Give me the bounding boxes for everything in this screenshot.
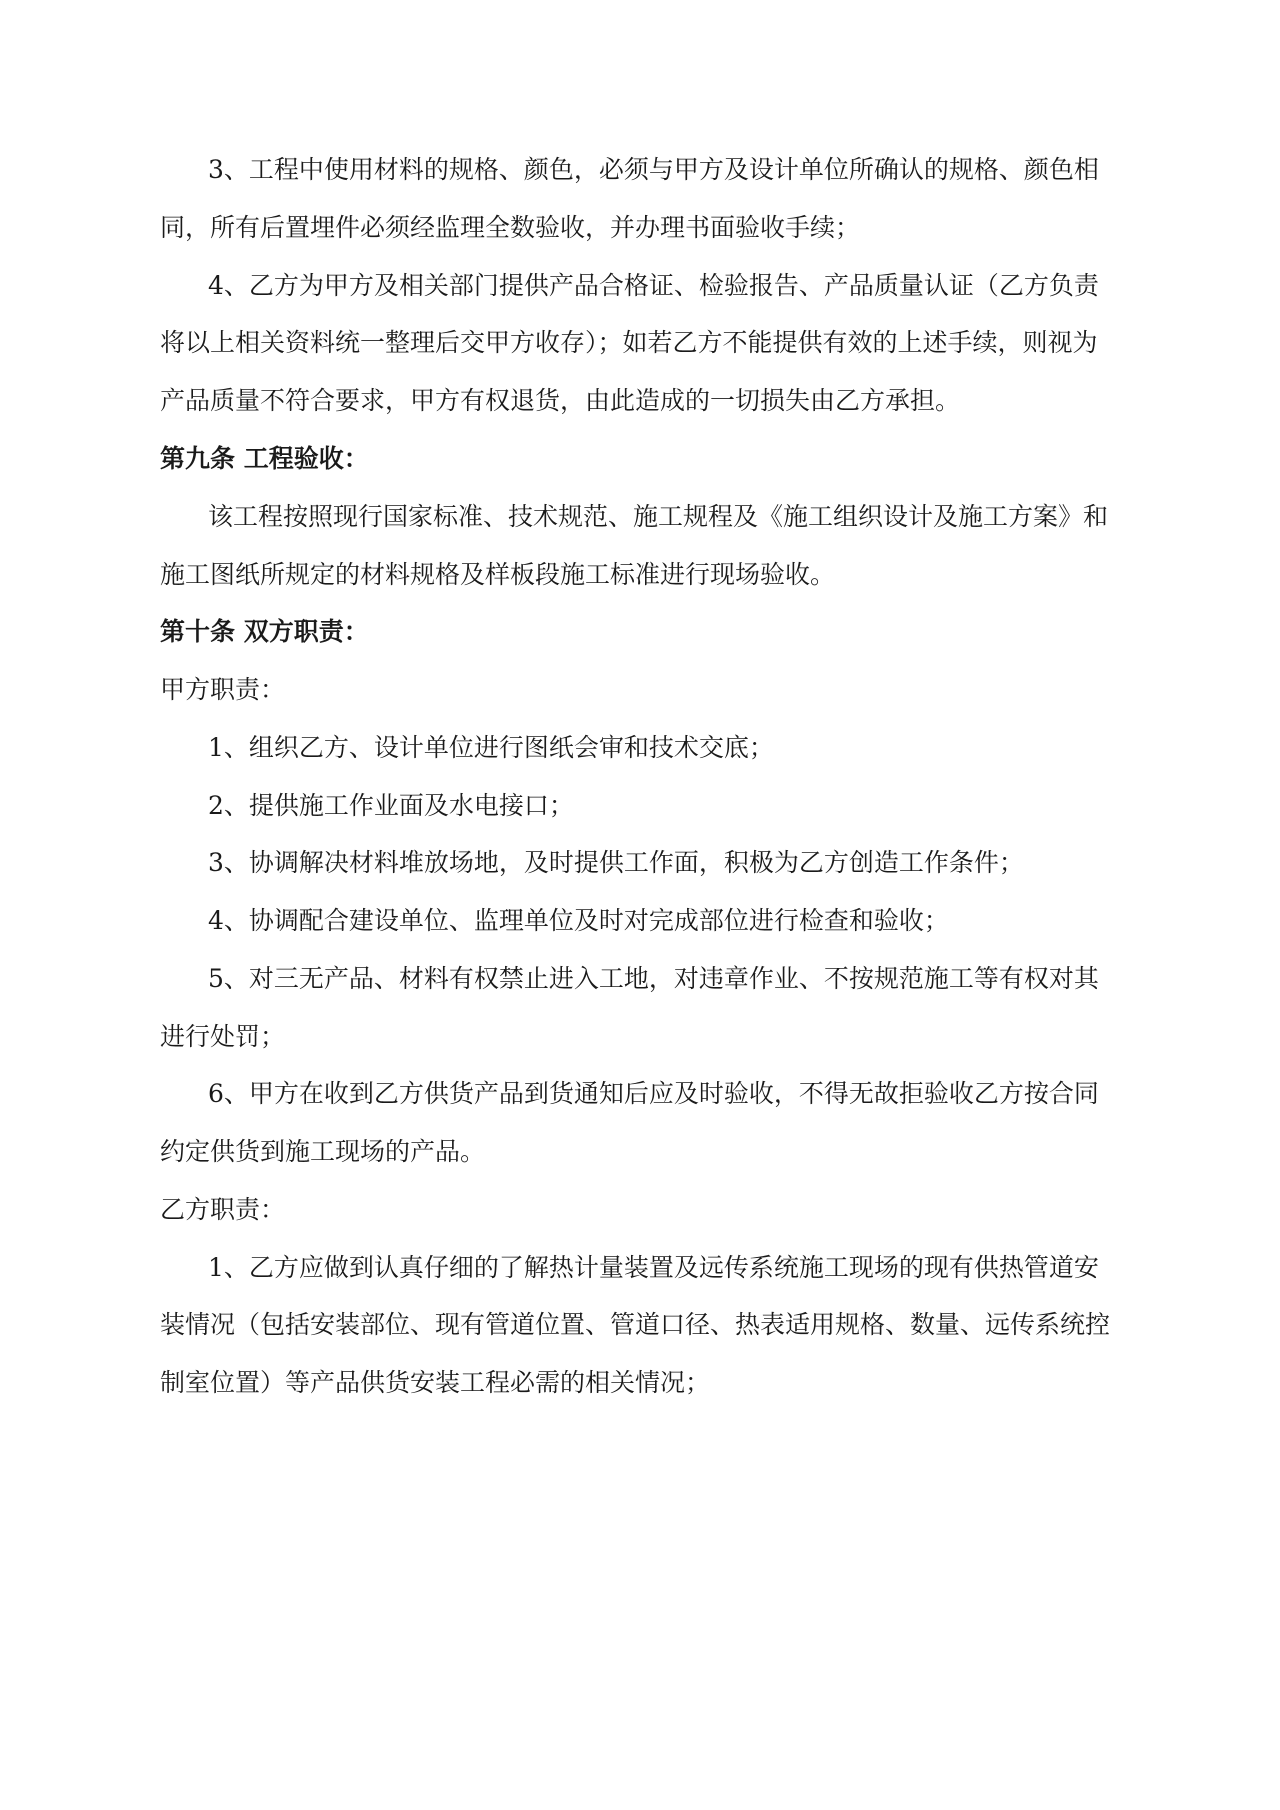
clause-10-heading: 第十条 双方职责： bbox=[160, 617, 369, 646]
clause-9-heading: 第九条 工程验收： bbox=[160, 444, 369, 473]
clause-8-item-3-line-1: 3、工程中使用材料的规格、颜色，必须与甲方及设计单位所确认的规格、颜色相 bbox=[208, 155, 1099, 184]
party-b-item-1-line-1: 1、乙方应做到认真仔细的了解热计量装置及远传系统施工现场的现有供热管道安 bbox=[208, 1253, 1099, 1282]
clause-8-item-3-line-2: 同，所有后置埋件必须经监理全数验收，并办理书面验收手续； bbox=[160, 213, 861, 242]
party-a-item-6-line-1: 6、甲方在收到乙方供货产品到货通知后应及时验收，不得无故拒验收乙方按合同 bbox=[208, 1079, 1099, 1108]
party-a-item-5-line-2: 进行处罚； bbox=[160, 1022, 286, 1051]
party-a-duties-label: 甲方职责： bbox=[160, 675, 286, 704]
clause-8-item-4-line-1: 4、乙方为甲方及相关部门提供产品合格证、检验报告、产品质量认证（乙方负责 bbox=[208, 271, 1099, 300]
clause-9-paragraph-line-2: 施工图纸所规定的材料规格及样板段施工标准进行现场验收。 bbox=[160, 560, 836, 589]
party-a-item-1: 1、组织乙方、设计单位进行图纸会审和技术交底； bbox=[208, 733, 774, 762]
party-a-item-2: 2、提供施工作业面及水电接口； bbox=[208, 791, 574, 820]
clause-9-paragraph-line-1: 该工程按照现行国家标准、技术规范、施工规程及《施工组织设计及施工方案》和 bbox=[208, 502, 1109, 531]
party-b-duties-label: 乙方职责： bbox=[160, 1195, 286, 1224]
party-a-item-6-line-2: 约定供货到施工现场的产品。 bbox=[160, 1137, 486, 1166]
party-b-item-1-line-3: 制室位置）等产品供货安装工程必需的相关情况； bbox=[160, 1368, 711, 1397]
clause-8-item-4-line-3: 产品质量不符合要求，甲方有权退货，由此造成的一切损失由乙方承担。 bbox=[160, 386, 961, 415]
party-b-item-1-line-2: 装情况（包括安装部位、现有管道位置、管道口径、热表适用规格、数量、远传系统控 bbox=[160, 1310, 1111, 1339]
party-a-item-4: 4、协调配合建设单位、监理单位及时对完成部位进行检查和验收； bbox=[208, 906, 949, 935]
party-a-item-3: 3、协调解决材料堆放场地，及时提供工作面，积极为乙方创造工作条件； bbox=[208, 848, 1024, 877]
party-a-item-5-line-1: 5、对三无产品、材料有权禁止进入工地，对违章作业、不按规范施工等有权对其 bbox=[208, 964, 1099, 993]
clause-8-item-4-line-2: 将以上相关资料统一整理后交甲方收存）；如若乙方不能提供有效的上述手续，则视为 bbox=[160, 328, 1098, 357]
